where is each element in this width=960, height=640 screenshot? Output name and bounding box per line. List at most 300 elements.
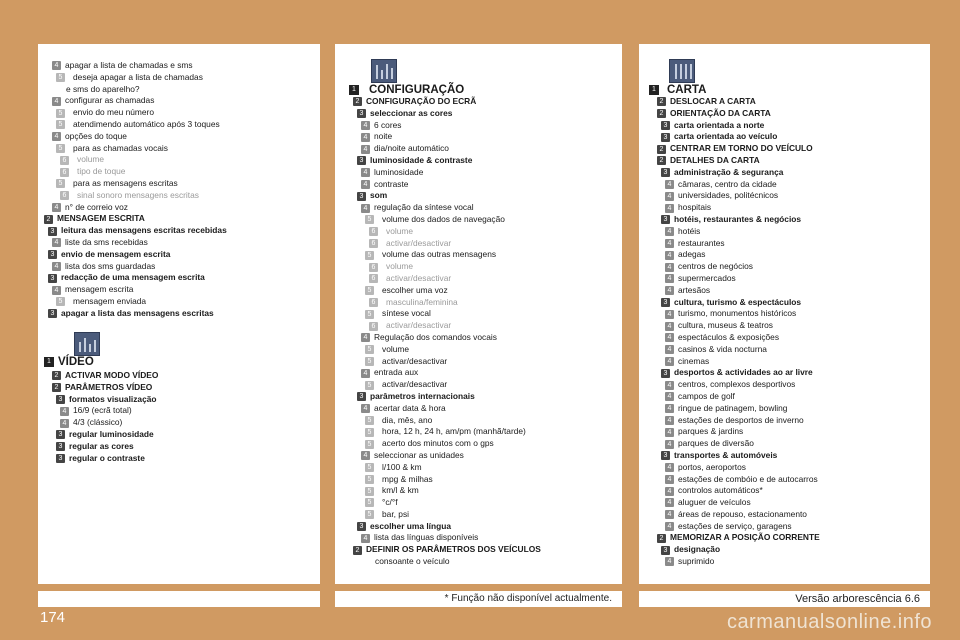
- menu-item: [639, 344, 930, 356]
- level-badge: 4: [52, 132, 61, 141]
- menu-item-label: regular as cores: [69, 440, 134, 451]
- menu-item: [38, 405, 320, 417]
- menu-item-label: dia, mês, ano: [382, 414, 433, 425]
- footnote: * Função não disponível actualmente.: [444, 593, 612, 604]
- menu-item: [639, 155, 930, 167]
- menu-item-label: envio do meu número: [73, 107, 155, 118]
- video-level-badge: 1: [44, 357, 54, 367]
- menu-item: [639, 521, 930, 533]
- menu-item: [38, 453, 320, 465]
- menu-item-label: activar/desactivar: [382, 379, 448, 390]
- footer-strip-left: [38, 591, 320, 607]
- level-badge: 3: [48, 274, 57, 283]
- menu-list-config: [335, 96, 622, 568]
- level-badge: 3: [661, 546, 670, 555]
- menu-item: [335, 474, 622, 486]
- menu-item: [639, 96, 930, 108]
- menu-list-carta: [639, 96, 930, 568]
- menu-item-label: regulação da síntese vocal: [374, 202, 474, 213]
- menu-item: [639, 261, 930, 273]
- menu-panel-left: [38, 44, 320, 584]
- menu-item-label: turismo, monumentos históricos: [678, 308, 797, 319]
- menu-item-label: síntese vocal: [382, 308, 431, 319]
- level-badge: 4: [361, 404, 370, 413]
- level-badge: 6: [60, 191, 69, 200]
- menu-item-label: campos de golf: [678, 390, 735, 401]
- level-badge: 5: [365, 428, 374, 437]
- level-badge: 5: [365, 416, 374, 425]
- level-badge: 3: [56, 395, 65, 404]
- level-badge: 3: [48, 309, 57, 318]
- menu-item: [335, 403, 622, 415]
- level-badge: 4: [52, 262, 61, 271]
- level-badge: 5: [365, 251, 374, 260]
- menu-item-label: leitura das mensagens escritas recebidas: [61, 225, 227, 236]
- footer-strip-right: [639, 591, 930, 607]
- menu-item: [38, 370, 320, 382]
- menu-item-label: administração & segurança: [674, 166, 784, 177]
- menu-item-label: regular luminosidade: [69, 428, 154, 439]
- menu-item: [639, 249, 930, 261]
- menu-item: [38, 225, 320, 237]
- menu-item: [335, 308, 622, 320]
- menu-item-label: desportos & actividades ao ar livre: [674, 367, 813, 378]
- level-badge: 4: [665, 416, 674, 425]
- menu-item-label: artesãos: [678, 284, 711, 295]
- level-badge: 2: [657, 109, 666, 118]
- menu-item-label: centros, complexos desportivos: [678, 379, 796, 390]
- menu-item: [38, 119, 320, 131]
- menu-item: [335, 532, 622, 544]
- level-badge: 5: [56, 179, 65, 188]
- level-badge: 4: [361, 133, 370, 142]
- level-badge: 3: [357, 192, 366, 201]
- level-badge: 6: [369, 274, 378, 283]
- menu-item: [38, 296, 320, 308]
- menu-item: [335, 379, 622, 391]
- menu-item-label: lista dos sms guardadas: [65, 260, 156, 271]
- video-section-header: [38, 332, 320, 372]
- menu-item: [38, 249, 320, 261]
- level-badge: 5: [365, 215, 374, 224]
- menu-item-label: restaurantes: [678, 237, 725, 248]
- menu-item: [38, 394, 320, 406]
- menu-item-label: parques & jardins: [678, 426, 744, 437]
- menu-item-label: acertar data & hora: [374, 402, 446, 413]
- level-badge: 4: [665, 286, 674, 295]
- menu-item: [639, 214, 930, 226]
- menu-item: [38, 143, 320, 155]
- menu-item-label: activar/desactivar: [382, 355, 448, 366]
- menu-item-label: universidades, politécnicos: [678, 190, 779, 201]
- menu-item: [335, 273, 622, 285]
- menu-item: [639, 485, 930, 497]
- level-badge: 4: [665, 487, 674, 496]
- menu-item-label: escolher uma língua: [370, 520, 451, 531]
- level-badge: 5: [365, 475, 374, 484]
- level-badge: 4: [665, 333, 674, 342]
- menu-item-label: bar, psi: [382, 508, 410, 519]
- level-badge: 4: [665, 404, 674, 413]
- menu-item: [38, 131, 320, 143]
- menu-item: [335, 120, 622, 132]
- level-badge: 4: [665, 310, 674, 319]
- watermark: carmanualsonline.info: [726, 611, 932, 633]
- menu-list-video: [38, 370, 320, 464]
- menu-item: [639, 120, 930, 132]
- level-badge: 4: [52, 203, 61, 212]
- level-badge: 2: [353, 546, 362, 555]
- menu-item-label: DEFINIR OS PARÂMETROS DOS VEÍCULOS: [366, 544, 541, 555]
- menu-item-label: liste da sms recebidas: [65, 236, 148, 247]
- level-badge: 3: [56, 454, 65, 463]
- menu-item-label: sinal sonoro mensagens escritas: [77, 189, 199, 200]
- level-badge: 4: [60, 407, 69, 416]
- menu-item: [639, 320, 930, 332]
- menu-item-label: formatos visualização: [69, 393, 157, 404]
- level-badge: 5: [365, 310, 374, 319]
- menu-item: [38, 417, 320, 429]
- menu-item-label: contraste: [374, 178, 409, 189]
- level-badge: 5: [365, 440, 374, 449]
- menu-item-label: l/100 & km: [382, 461, 422, 472]
- menu-item-label: hospitais: [678, 202, 712, 213]
- menu-item: [335, 238, 622, 250]
- level-badge: 4: [665, 522, 674, 531]
- level-badge: 4: [361, 168, 370, 177]
- menu-item: [38, 382, 320, 394]
- menu-item-label: designação: [674, 544, 721, 555]
- level-badge: 4: [361, 180, 370, 189]
- level-badge: 2: [44, 215, 53, 224]
- menu-item: [335, 226, 622, 238]
- config-icon: [371, 59, 397, 83]
- level-badge: 3: [357, 156, 366, 165]
- menu-item: [335, 438, 622, 450]
- menu-item: [639, 438, 930, 450]
- level-badge: 5: [365, 357, 374, 366]
- level-badge: 4: [665, 345, 674, 354]
- level-badge: 2: [657, 156, 666, 165]
- menu-item-label: transportes & automóveis: [674, 449, 778, 460]
- level-badge: 3: [661, 121, 670, 130]
- menu-item: [639, 238, 930, 250]
- menu-item: [639, 391, 930, 403]
- menu-item-label: mpg & milhas: [382, 473, 433, 484]
- level-badge: 3: [661, 451, 670, 460]
- menu-item: [335, 356, 622, 368]
- level-badge: 4: [665, 263, 674, 272]
- config-title: CONFIGURAÇÃO: [369, 84, 465, 96]
- menu-item-label: parâmetros internacionais: [370, 390, 475, 401]
- menu-item: [38, 178, 320, 190]
- menu-item: [639, 426, 930, 438]
- menu-item: [335, 179, 622, 191]
- level-badge: 4: [60, 419, 69, 428]
- level-badge: 3: [48, 227, 57, 236]
- menu-item: [639, 179, 930, 191]
- level-badge: 6: [369, 227, 378, 236]
- level-badge: 4: [361, 534, 370, 543]
- menu-item-label: consoante o veículo: [375, 556, 450, 567]
- menu-item-label: e sms do aparelho?: [66, 83, 140, 94]
- menu-item: [639, 108, 930, 120]
- menu-item-label: envio de mensagem escrita: [61, 248, 171, 259]
- level-badge: 4: [665, 357, 674, 366]
- menu-item-label: activar/desactivar: [386, 320, 452, 331]
- menu-list-telephone: [38, 60, 320, 320]
- menu-item: [335, 415, 622, 427]
- menu-item: [335, 143, 622, 155]
- menu-item: [335, 367, 622, 379]
- menu-item-label: apagar a lista de chamadas e sms: [65, 60, 193, 70]
- menu-item: [335, 391, 622, 403]
- menu-item: [38, 84, 320, 96]
- menu-item-label: DETALHES DA CARTA: [670, 154, 760, 165]
- menu-item: [639, 544, 930, 556]
- menu-item: [335, 544, 622, 556]
- menu-item-label: parques de diversão: [678, 438, 754, 449]
- level-badge: 4: [361, 145, 370, 154]
- level-badge: 4: [361, 451, 370, 460]
- menu-item: [38, 166, 320, 178]
- menu-item-label: hotéis, restaurantes & negócios: [674, 213, 802, 224]
- level-badge: 4: [665, 557, 674, 566]
- video-icon: [74, 332, 100, 356]
- menu-item-label: ORIENTAÇÃO DA CARTA: [670, 107, 771, 118]
- level-badge: 4: [52, 97, 61, 106]
- level-badge: 5: [365, 463, 374, 472]
- level-badge: 3: [357, 109, 366, 118]
- menu-item: [335, 108, 622, 120]
- level-badge: 3: [661, 168, 670, 177]
- menu-item-label: câmaras, centro da cidade: [678, 178, 777, 189]
- level-badge: 4: [665, 463, 674, 472]
- level-badge: 4: [665, 392, 674, 401]
- menu-item: [639, 403, 930, 415]
- menu-item-label: controlos automáticos*: [678, 485, 763, 496]
- level-badge: 4: [665, 192, 674, 201]
- level-badge: 4: [665, 251, 674, 260]
- level-badge: 5: [56, 120, 65, 129]
- menu-item-label: 6 cores: [374, 119, 402, 130]
- menu-item: [38, 284, 320, 296]
- menu-item-label: cinemas: [678, 355, 710, 366]
- menu-item: [639, 497, 930, 509]
- menu-item-label: activar/desactivar: [386, 272, 452, 283]
- level-badge: 3: [56, 430, 65, 439]
- menu-item: [639, 297, 930, 309]
- menu-item-label: supermercados: [678, 272, 736, 283]
- level-badge: 3: [661, 369, 670, 378]
- menu-item: [335, 285, 622, 297]
- menu-item-label: mensagem escrita: [65, 284, 134, 295]
- menu-item: [335, 190, 622, 202]
- menu-item-label: 16/9 (ecrã total): [73, 405, 132, 416]
- menu-item-label: ACTIVAR MODO VÍDEO: [65, 370, 159, 380]
- menu-item-label: escolher uma voz: [382, 284, 448, 295]
- menu-panel-middle: [335, 44, 622, 584]
- menu-item: [38, 441, 320, 453]
- level-badge: 4: [665, 440, 674, 449]
- menu-item: [335, 96, 622, 108]
- menu-item-label: tipo de toque: [77, 166, 126, 177]
- menu-item: [639, 379, 930, 391]
- menu-item-label: masculina/feminina: [386, 296, 458, 307]
- menu-item-label: CENTRAR EM TORNO DO VEÍCULO: [670, 143, 813, 154]
- menu-item: [639, 415, 930, 427]
- menu-item: [639, 202, 930, 214]
- menu-item: [639, 190, 930, 202]
- level-badge: 3: [357, 392, 366, 401]
- carta-section-header: [639, 56, 930, 96]
- menu-item: [639, 273, 930, 285]
- menu-item-label: para as chamadas vocais: [73, 142, 168, 153]
- menu-item: [639, 509, 930, 521]
- menu-item: [38, 72, 320, 84]
- menu-item-label: estações de desportos de inverno: [678, 414, 804, 425]
- menu-item: [335, 332, 622, 344]
- menu-item-label: portos, aeroportos: [678, 461, 746, 472]
- carta-title: CARTA: [667, 84, 707, 96]
- menu-item: [639, 143, 930, 155]
- menu-item: [639, 556, 930, 568]
- level-badge: 3: [56, 442, 65, 451]
- menu-item-label: suprimido: [678, 556, 715, 567]
- menu-item-label: volume das outras mensagens: [382, 249, 497, 260]
- menu-item-label: activar/desactivar: [386, 237, 452, 248]
- level-badge: 4: [665, 428, 674, 437]
- menu-item-label: MEMORIZAR A POSIÇÃO CORRENTE: [670, 532, 820, 543]
- menu-item-label: acerto dos minutos com o gps: [382, 438, 494, 449]
- menu-item-label: cultura, museus & teatros: [678, 320, 773, 331]
- menu-item: [639, 462, 930, 474]
- menu-item-label: carta orientada ao veículo: [674, 131, 778, 142]
- level-badge: 2: [52, 383, 61, 392]
- level-badge: 4: [665, 322, 674, 331]
- menu-item: [639, 450, 930, 462]
- level-badge: 5: [365, 487, 374, 496]
- menu-item-label: luminosidade: [374, 166, 424, 177]
- menu-item-label: para as mensagens escritas: [73, 177, 178, 188]
- version-label: Versão arborescência 6.6: [795, 593, 920, 605]
- level-badge: 4: [665, 204, 674, 213]
- menu-item-label: seleccionar as unidades: [374, 449, 464, 460]
- menu-item: [335, 344, 622, 356]
- level-badge: 4: [665, 227, 674, 236]
- menu-item-label: adegas: [678, 249, 706, 260]
- footer-strip-middle: [335, 591, 622, 607]
- menu-item: [335, 450, 622, 462]
- menu-item-label: mensagem enviada: [73, 295, 147, 306]
- level-badge: 3: [661, 298, 670, 307]
- video-title: VÍDEO: [58, 356, 94, 368]
- menu-item: [38, 95, 320, 107]
- menu-item-label: seleccionar as cores: [370, 107, 453, 118]
- level-badge: 4: [665, 274, 674, 283]
- menu-item: [639, 308, 930, 320]
- config-level-badge: 1: [349, 85, 359, 95]
- menu-item-label: n° de correio voz: [65, 201, 128, 212]
- menu-item-label: hora, 12 h, 24 h, am/pm (manhã/tarde): [382, 426, 526, 437]
- menu-item: [335, 202, 622, 214]
- level-badge: 3: [48, 250, 57, 259]
- menu-item: [639, 474, 930, 486]
- menu-item: [639, 332, 930, 344]
- menu-item-label: opções do toque: [65, 130, 127, 141]
- menu-item-label: volume dos dados de navegação: [382, 213, 505, 224]
- menu-item: [639, 131, 930, 143]
- menu-item-label: lista das línguas disponíveis: [374, 532, 479, 543]
- level-badge: 4: [361, 369, 370, 378]
- config-section-header: [335, 56, 622, 96]
- menu-item: [335, 297, 622, 309]
- menu-item-label: som: [370, 190, 388, 201]
- level-badge: 2: [657, 97, 666, 106]
- level-badge: 5: [56, 297, 65, 306]
- menu-item-label: apagar a lista das mensagens escritas: [61, 307, 214, 318]
- menu-item: [335, 261, 622, 273]
- menu-item: [639, 167, 930, 179]
- menu-item: [639, 226, 930, 238]
- level-badge: 3: [661, 215, 670, 224]
- menu-item: [38, 308, 320, 320]
- level-badge: 4: [361, 204, 370, 213]
- level-badge: 6: [60, 156, 69, 165]
- menu-item: [38, 237, 320, 249]
- menu-item: [639, 532, 930, 544]
- menu-item: [38, 213, 320, 225]
- map-icon: [669, 59, 695, 83]
- level-badge: 6: [369, 322, 378, 331]
- menu-item: [38, 107, 320, 119]
- menu-item-label: volume: [386, 225, 413, 236]
- level-badge: 5: [365, 498, 374, 507]
- menu-item-label: volume: [77, 154, 104, 165]
- level-badge: 4: [52, 61, 61, 70]
- menu-item-label: regular o contraste: [69, 452, 145, 463]
- menu-item: [335, 509, 622, 521]
- menu-item: [639, 356, 930, 368]
- level-badge: 2: [657, 145, 666, 154]
- level-badge: 4: [52, 238, 61, 247]
- menu-item: [335, 485, 622, 497]
- menu-item-label: km/l & km: [382, 485, 419, 496]
- menu-item: [335, 131, 622, 143]
- menu-item: [335, 556, 622, 568]
- level-badge: 4: [665, 475, 674, 484]
- level-badge: 5: [56, 73, 65, 82]
- menu-item-label: carta orientada a norte: [674, 119, 765, 130]
- menu-item-label: aluguer de veículos: [678, 497, 751, 508]
- menu-item-label: hotéis: [678, 225, 701, 236]
- level-badge: 5: [365, 510, 374, 519]
- menu-item-label: dia/noite automático: [374, 143, 449, 154]
- level-badge: 5: [365, 286, 374, 295]
- level-badge: 6: [369, 239, 378, 248]
- level-badge: 5: [365, 381, 374, 390]
- level-badge: 6: [60, 168, 69, 177]
- menu-item-label: áreas de repouso, estacionamento: [678, 508, 807, 519]
- level-badge: 5: [56, 109, 65, 118]
- level-badge: 2: [353, 97, 362, 106]
- level-badge: 5: [365, 345, 374, 354]
- level-badge: 4: [361, 333, 370, 342]
- menu-item-label: ringue de patinagem, bowling: [678, 402, 788, 413]
- menu-item: [38, 429, 320, 441]
- level-badge: 2: [657, 534, 666, 543]
- menu-item: [335, 497, 622, 509]
